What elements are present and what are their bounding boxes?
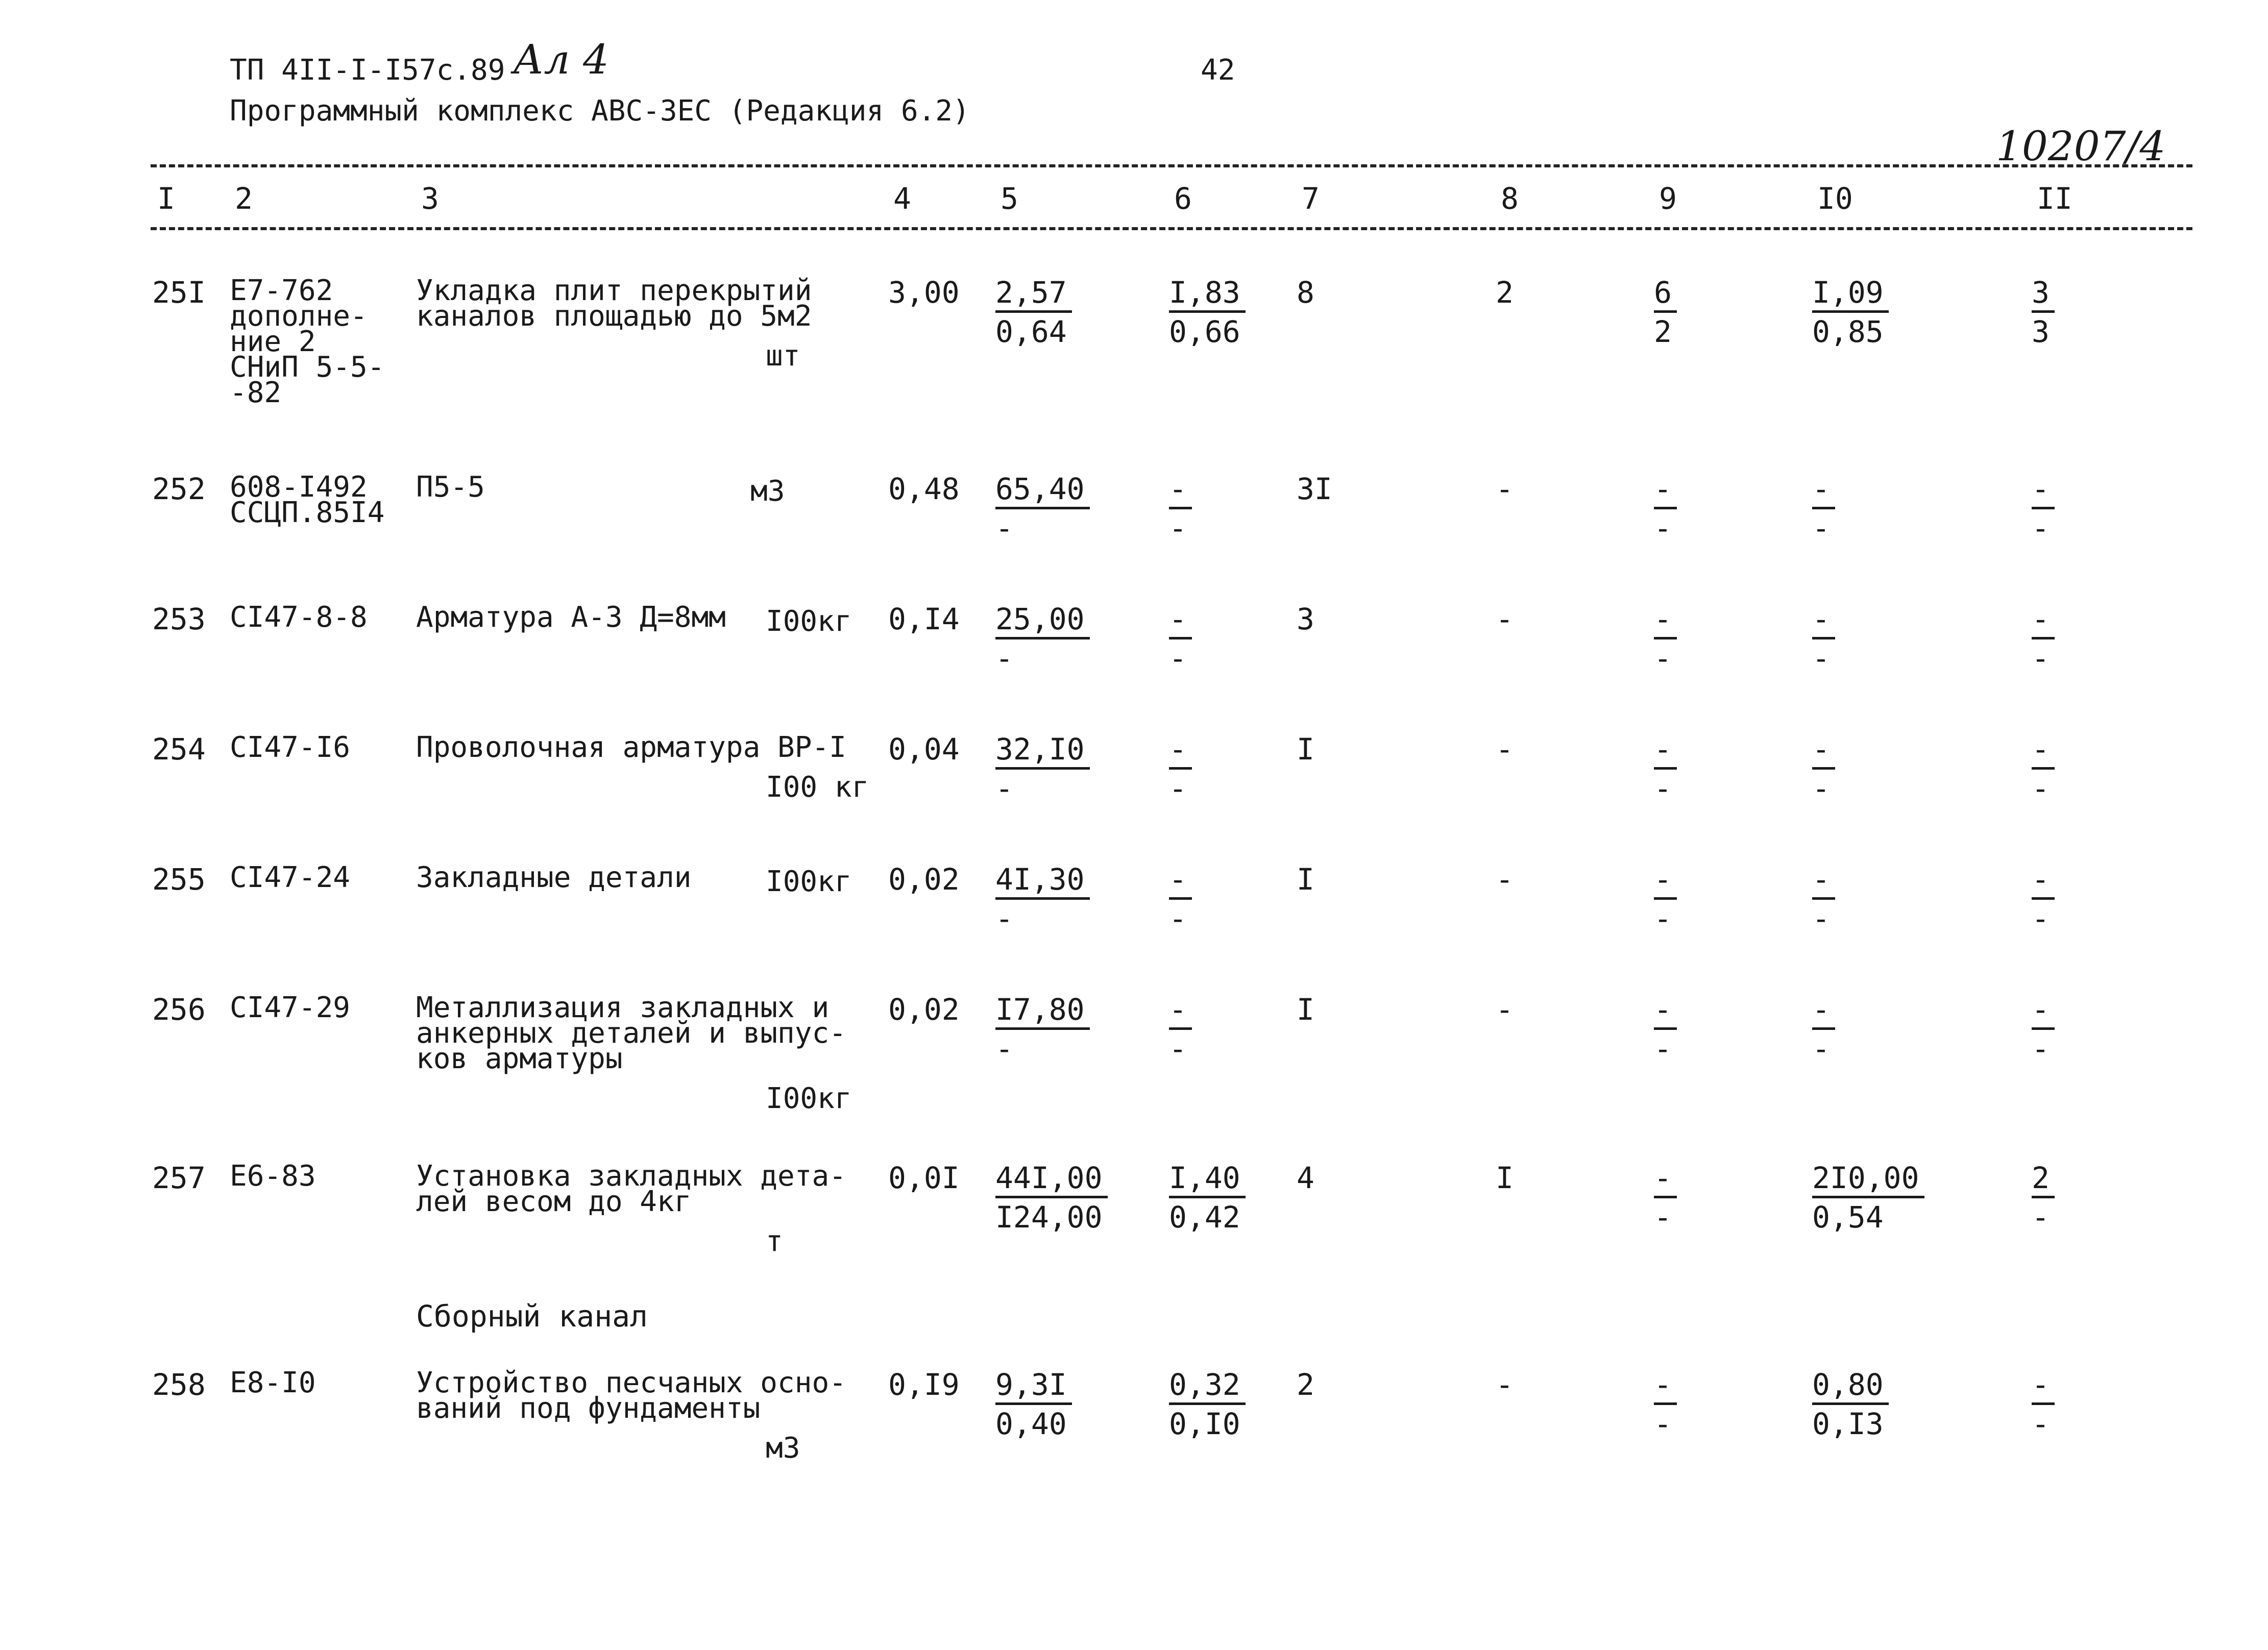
col10-value-numerator: - [1812, 861, 1835, 900]
col6-value [1169, 273, 1246, 351]
col10-value-denominator: 0,I3 [1812, 1407, 1884, 1441]
col11-value [2032, 1365, 2055, 1443]
doc-code: ТП 4II-I-I57с.89 [230, 54, 505, 87]
unit-of-measure: м3 [750, 475, 785, 508]
col5-value-numerator: 2,57 [995, 275, 1072, 313]
col11-value-numerator: 2 [2032, 1160, 2055, 1198]
col8-value: - [1496, 732, 1514, 767]
col9-value [1654, 1365, 1677, 1443]
col11-value [2032, 470, 2055, 547]
col11-value-numerator: - [2032, 992, 2055, 1030]
col10-value-numerator: I,09 [1812, 275, 1889, 313]
resource-code: СI47-29 [230, 991, 351, 1024]
row-number: 25I [152, 275, 206, 310]
col11-value-numerator: - [2032, 1367, 2055, 1405]
resource-code: Е6-83 [230, 1160, 316, 1193]
column-number-10: I0 [1817, 181, 1853, 216]
unit-of-measure: шт [766, 339, 800, 373]
col8-value: - [1496, 602, 1514, 636]
col11-value-denominator: - [2032, 901, 2050, 936]
col8-value: I [1496, 1161, 1514, 1195]
col11-value [2032, 1159, 2055, 1236]
col5-value-denominator: 0,40 [995, 1407, 1067, 1441]
row-number: 252 [152, 472, 206, 506]
col9-value-denominator: - [1654, 1407, 1672, 1441]
col9-value-denominator: - [1654, 771, 1672, 806]
column-number-7: 7 [1302, 181, 1320, 216]
row-number: 257 [152, 1161, 206, 1195]
column-number-3: 3 [421, 181, 439, 216]
col6-value [1169, 1159, 1246, 1236]
col9-value [1654, 730, 1677, 807]
col6-value [1169, 730, 1192, 807]
col10-value [1812, 273, 1889, 351]
col9-value [1654, 1159, 1677, 1236]
col8-value: - [1496, 472, 1514, 506]
col6-value-numerator: - [1169, 861, 1192, 900]
col8-value: - [1496, 1367, 1514, 1402]
col10-value-numerator: - [1812, 731, 1835, 770]
work-description: Металлизация закладных и анкерных деталей и выпус- ков арматуры [416, 991, 846, 1075]
col5-value [995, 273, 1072, 351]
col5-value-denominator: - [995, 771, 1013, 806]
col10-value-denominator: - [1812, 641, 1830, 676]
col10-value-numerator: - [1812, 601, 1835, 639]
col6-value-numerator: I,83 [1169, 275, 1246, 313]
quantity: 0,0I [888, 1161, 960, 1195]
col6-value-numerator: - [1169, 471, 1192, 509]
work-description: Установка закладных дета- лей весом до 4кг [416, 1160, 846, 1218]
work-description: Закладные детали [416, 861, 692, 894]
col9-value-numerator: - [1654, 731, 1677, 770]
col5-value-denominator: 0,64 [995, 314, 1067, 349]
col9-value [1654, 860, 1677, 938]
col11-value-denominator: - [2032, 641, 2050, 676]
col5-value-numerator: 4I,30 [995, 861, 1090, 900]
col9-value [1654, 470, 1677, 547]
col5-value [995, 1159, 1108, 1236]
col9-value [1654, 273, 1677, 351]
resource-code: СI47-8-8 [230, 601, 368, 634]
col7-value: 2 [1297, 1367, 1314, 1402]
col11-value-numerator: - [2032, 601, 2055, 639]
col9-value-numerator: - [1654, 1160, 1677, 1198]
col11-value-numerator: - [2032, 471, 2055, 509]
col8-value: - [1496, 992, 1514, 1027]
col5-value-denominator: - [995, 641, 1013, 676]
quantity: 0,I9 [888, 1367, 960, 1402]
program-line: Программный комплекс АВС-ЗЕС (Редакция 6.2) [230, 94, 970, 128]
col10-value [1812, 1159, 1924, 1236]
col6-value-denominator: 0,I0 [1169, 1407, 1240, 1441]
col5-value-denominator: I24,00 [995, 1200, 1103, 1235]
resource-code: СI47-I6 [230, 731, 351, 764]
col10-value-numerator: 0,80 [1812, 1367, 1889, 1405]
col7-value: I [1297, 862, 1314, 897]
col11-value-numerator: - [2032, 731, 2055, 770]
col11-value-denominator: - [2032, 1200, 2050, 1235]
col10-value-denominator: 0,85 [1812, 314, 1884, 349]
col9-value [1654, 600, 1677, 677]
column-number-8: 8 [1501, 181, 1519, 216]
col6-value [1169, 1365, 1246, 1443]
col10-value [1812, 1365, 1889, 1443]
col10-value-denominator: - [1812, 901, 1830, 936]
col10-value [1812, 730, 1835, 807]
col10-value-denominator: - [1812, 771, 1830, 806]
unit-of-measure: I00кг [766, 865, 852, 898]
col9-value-denominator: - [1654, 1200, 1672, 1235]
col10-value [1812, 860, 1835, 938]
col9-value [1654, 990, 1677, 1068]
col6-value [1169, 470, 1192, 547]
quantity: 0,04 [888, 732, 960, 767]
unit-of-measure: т [766, 1225, 783, 1258]
col7-value: 3 [1297, 602, 1314, 636]
resource-code: Е7-762 дополне- ние 2 СНиП 5-5- -82 [230, 274, 385, 409]
unit-of-measure: I00кг [766, 1082, 852, 1115]
column-number-5: 5 [1001, 181, 1018, 216]
col10-value [1812, 470, 1835, 547]
work-description: Укладка плит перекрытий каналов площадью до 5м2 [416, 274, 812, 333]
handwritten-reference: 10207/4 [1996, 122, 2166, 170]
row-number: 253 [152, 602, 206, 636]
resource-code: 608-I492 ССЦП.85I4 [230, 471, 385, 529]
work-description: Проволочная арматура ВР-I [416, 731, 846, 764]
col11-value-denominator: - [2032, 1031, 2050, 1066]
col6-value [1169, 860, 1192, 938]
col9-value-denominator: - [1654, 901, 1672, 936]
unit-of-measure: м3 [766, 1432, 800, 1465]
col11-value-denominator: 3 [2032, 314, 2050, 349]
quantity: 0,02 [888, 862, 960, 897]
quantity: 0,02 [888, 992, 960, 1027]
quantity: 0,48 [888, 472, 960, 506]
page-number: 42 [1201, 54, 1235, 87]
section-heading: Сборный канал [416, 1299, 648, 1334]
col11-value-numerator: 3 [2032, 275, 2055, 313]
work-description: Устройство песчаных осно- ваний под фундаменты [416, 1366, 846, 1425]
col5-value [995, 860, 1090, 938]
col6-value-denominator: - [1169, 641, 1187, 676]
col7-value: I [1297, 992, 1314, 1027]
resource-code: СI47-24 [230, 861, 351, 894]
col9-value-numerator: - [1654, 471, 1677, 509]
col8-value: 2 [1496, 275, 1514, 310]
column-number-1: I [157, 181, 175, 216]
col10-value-denominator: 0,54 [1812, 1200, 1884, 1235]
col7-value: 4 [1297, 1161, 1314, 1195]
col11-value-denominator: - [2032, 771, 2050, 806]
col6-value-denominator: 0,66 [1169, 314, 1240, 349]
col11-value-denominator: - [2032, 1407, 2050, 1441]
col7-value: 8 [1297, 275, 1314, 310]
col9-value-numerator: - [1654, 601, 1677, 639]
col9-value-denominator: - [1654, 1031, 1672, 1066]
col7-value: 3I [1297, 472, 1332, 506]
col9-value-denominator: 2 [1654, 314, 1672, 349]
col6-value [1169, 600, 1192, 677]
col6-value-denominator: - [1169, 511, 1187, 546]
col6-value-numerator: - [1169, 601, 1192, 639]
row-number: 255 [152, 862, 206, 897]
col5-value [995, 600, 1090, 677]
col10-value-numerator: - [1812, 471, 1835, 509]
unit-of-measure: I00кг [766, 605, 852, 638]
col9-value-numerator: - [1654, 992, 1677, 1030]
resource-code: Е8-I0 [230, 1366, 316, 1399]
row-number: 256 [152, 992, 206, 1027]
col9-value-numerator: - [1654, 1367, 1677, 1405]
col5-value-numerator: 32,I0 [995, 731, 1090, 770]
col5-value [995, 730, 1090, 807]
col6-value-denominator: - [1169, 1031, 1187, 1066]
col10-value-numerator: 2I0,00 [1812, 1160, 1924, 1198]
header-divider-top [151, 164, 2192, 167]
col11-value [2032, 990, 2055, 1068]
column-number-4: 4 [893, 181, 911, 216]
col10-value [1812, 600, 1835, 677]
col5-value-numerator: 25,00 [995, 601, 1090, 639]
col10-value-denominator: - [1812, 1031, 1830, 1066]
header-divider-bottom [151, 227, 2192, 230]
column-number-11: II [2037, 181, 2072, 216]
column-number-9: 9 [1659, 181, 1677, 216]
column-number-6: 6 [1174, 181, 1192, 216]
col8-value: - [1496, 862, 1514, 897]
col6-value-numerator: - [1169, 731, 1192, 770]
col5-value-denominator: - [995, 901, 1013, 936]
col6-value-denominator: - [1169, 771, 1187, 806]
col5-value-denominator: - [995, 1031, 1013, 1066]
row-number: 258 [152, 1367, 206, 1402]
col11-value-denominator: - [2032, 511, 2050, 546]
col6-value-numerator: 0,32 [1169, 1367, 1246, 1405]
col10-value-numerator: - [1812, 992, 1835, 1030]
quantity: 0,I4 [888, 602, 960, 636]
col6-value-numerator: - [1169, 992, 1192, 1030]
col5-value-numerator: 65,40 [995, 471, 1090, 509]
col5-value-numerator: I7,80 [995, 992, 1090, 1030]
col10-value [1812, 990, 1835, 1068]
work-description: Арматура А-3 Д=8мм [416, 601, 726, 634]
col5-value-numerator: 44I,00 [995, 1160, 1108, 1198]
col11-value-numerator: - [2032, 861, 2055, 900]
col6-value-denominator: 0,42 [1169, 1200, 1240, 1235]
col5-value [995, 990, 1090, 1068]
col7-value: I [1297, 732, 1314, 767]
col9-value-numerator: - [1654, 861, 1677, 900]
col5-value [995, 1365, 1072, 1443]
col9-value-denominator: - [1654, 641, 1672, 676]
row-number: 254 [152, 732, 206, 767]
col9-value-denominator: - [1654, 511, 1672, 546]
col6-value [1169, 990, 1192, 1068]
handwritten-album-note: Ал 4 [513, 36, 609, 83]
col5-value-numerator: 9,3I [995, 1367, 1072, 1405]
unit-of-measure: I00 кг [766, 771, 869, 804]
col11-value [2032, 860, 2055, 938]
col11-value [2032, 600, 2055, 677]
column-number-2: 2 [235, 181, 253, 216]
col6-value-numerator: I,40 [1169, 1160, 1246, 1198]
quantity: 3,00 [888, 275, 960, 310]
col11-value [2032, 273, 2055, 351]
col10-value-denominator: - [1812, 511, 1830, 546]
col6-value-denominator: - [1169, 901, 1187, 936]
col11-value [2032, 730, 2055, 807]
col5-value [995, 470, 1090, 547]
col9-value-numerator: 6 [1654, 275, 1677, 313]
work-description: П5-5 [416, 471, 485, 504]
col5-value-denominator: - [995, 511, 1013, 546]
